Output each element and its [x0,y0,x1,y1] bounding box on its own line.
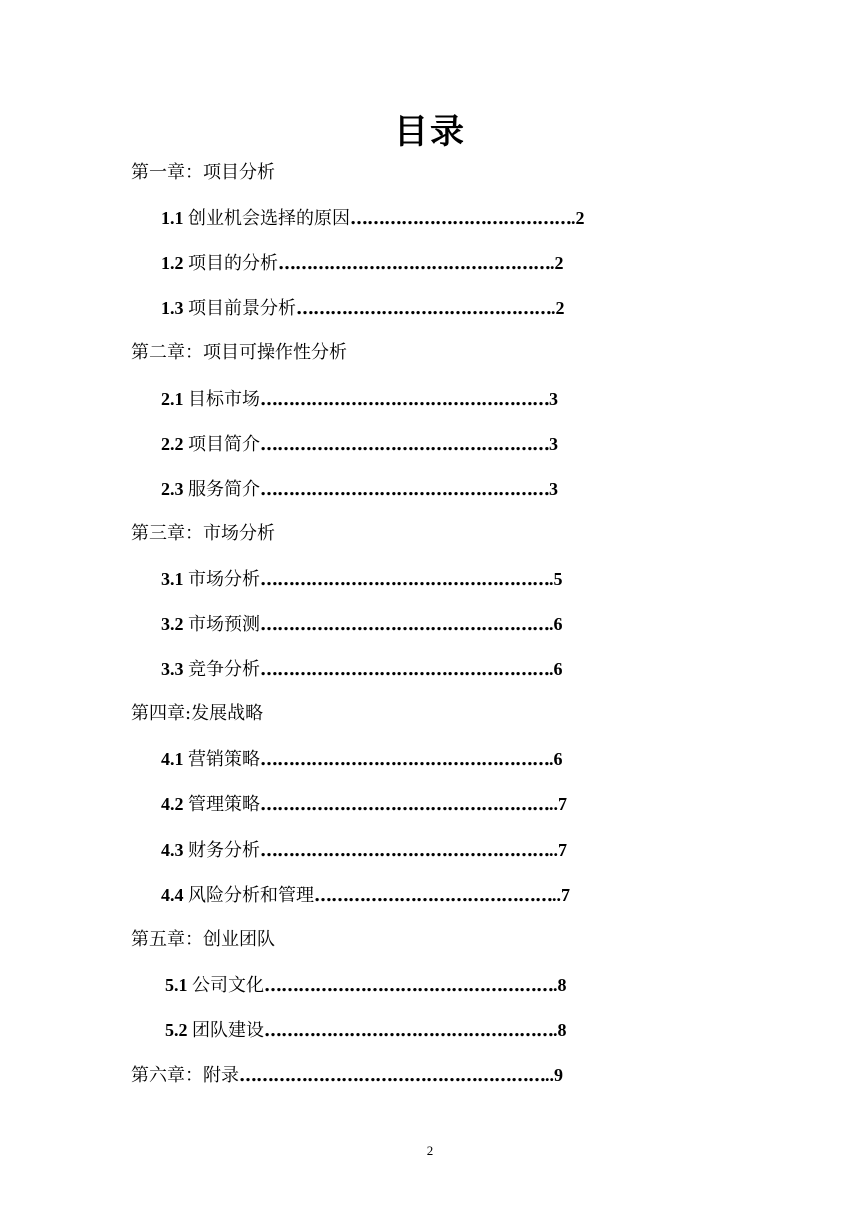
toc-entry-title: 市场预测 [188,614,260,635]
toc-chapter[interactable] [131,928,275,952]
toc-leader-dots: …………………………………………… [260,840,549,861]
toc-leader-dots: …………………………………………… [264,975,553,996]
toc-page-number: .6 [549,749,563,769]
toc-section[interactable] [161,477,558,502]
toc-chapter[interactable] [131,161,275,185]
page-number: 2 [426,1143,434,1158]
toc-leader-dots: …………………………………………… [260,389,549,410]
toc-section-number: 3.1 [161,569,188,589]
toc-section-number: 1.3 [161,298,188,318]
toc-entry-title: 财务分析 [188,840,260,861]
toc-leader-dots: …………………………………… [314,885,552,906]
toc-page-number: ..7 [549,794,567,814]
toc-entry-title: 第四章:发展战略 [131,703,264,724]
toc-section-number: 5.1 [165,975,192,995]
toc-chapter[interactable] [131,522,275,546]
toc-page-number: .2 [571,208,585,228]
toc-page-number: ..7 [549,840,567,860]
toc-entry-title: 管理策略 [188,794,260,815]
toc-leader-dots: …………………………………………… [260,749,549,770]
page-title: 目录 [394,112,466,152]
toc-section[interactable] [161,296,565,321]
toc-page-number: 3 [549,479,558,499]
toc-leader-dots: ……………………………………………… [239,1065,545,1086]
toc-leader-dots: …………………………………………… [264,1020,553,1041]
toc-entry-title: 目标市场 [188,389,260,410]
toc-section[interactable] [161,612,563,637]
toc-entry-title: 项目前景分析 [188,298,296,319]
toc-section[interactable] [161,838,567,863]
toc-entry-title: 营销策略 [188,749,260,770]
toc-section[interactable] [161,747,563,772]
toc-entry-title: 第一章：项目分析 [131,162,275,183]
toc-entry-title: 竞争分析 [188,659,260,680]
toc-section-number: 2.2 [161,434,188,454]
toc-section[interactable] [161,883,570,908]
toc-entry-title: 服务简介 [188,479,260,500]
toc-section-number: 4.1 [161,749,188,769]
toc-section[interactable] [161,657,563,682]
toc-entry-title: 市场分析 [188,569,260,590]
toc-page-number: .6 [549,659,563,679]
toc-entry-title: 团队建设 [192,1020,264,1041]
toc-page-number: 3 [549,389,558,409]
toc-entry-title: 第二章：项目可操作性分析 [131,342,347,363]
toc-section-number: 2.1 [161,389,188,409]
toc-entry-title: 风险分析和管理 [188,885,314,906]
toc-page-number: ..7 [552,885,570,905]
toc-section-number: 3.3 [161,659,188,679]
toc-entry-title: 第五章：创业团队 [131,929,275,950]
toc-leader-dots: …………………………………………… [260,479,549,500]
toc-leader-dots: …………………………………………… [260,434,549,455]
toc-chapter[interactable] [131,702,263,726]
toc-entry-title: 创业机会选择的原因 [188,208,350,229]
toc-page-number: .6 [549,614,563,634]
toc-section-number: 4.2 [161,794,188,814]
toc-entry-title: 公司文化 [192,975,264,996]
toc-page-number: .5 [549,569,563,589]
toc-page-number: .8 [553,975,567,995]
toc-entry-title: 第三章：市场分析 [131,523,275,544]
toc-section-number: 4.3 [161,840,188,860]
toc-section-number: 1.1 [161,208,188,228]
toc-leader-dots: ………………………………… [350,208,571,229]
toc-section[interactable] [161,792,567,817]
toc-section[interactable] [165,1018,567,1043]
toc-section-number: 2.3 [161,479,188,499]
toc-leader-dots: …………………………………………… [260,794,549,815]
toc-section-number: 1.2 [161,253,188,273]
toc-page-number: 3 [549,434,558,454]
toc-page-number: .2 [551,298,565,318]
toc-leader-dots: …………………………………………… [260,614,549,635]
toc-entry-title: 项目的分析 [188,253,278,274]
toc-leader-dots: ……………………………………… [296,298,551,319]
toc-section[interactable] [161,432,558,457]
toc-leader-dots: ………………………………………… [278,253,550,274]
toc-entry-title: 第六章：附录 [131,1065,239,1086]
toc-chapter[interactable] [131,341,347,365]
toc-section[interactable] [161,567,563,592]
toc-section-number: 5.2 [165,1020,192,1040]
toc-leader-dots: …………………………………………… [260,659,549,680]
toc-section-number: 4.4 [161,885,188,905]
toc-section[interactable] [161,387,558,412]
toc-leader-dots: …………………………………………… [260,569,549,590]
toc-entry-title: 项目简介 [188,434,260,455]
toc-section[interactable] [161,206,585,231]
toc-section-number: 3.2 [161,614,188,634]
toc-page-number: .2 [550,253,564,273]
toc-page-number: .8 [553,1020,567,1040]
toc-chapter[interactable] [131,1063,563,1088]
toc-page-number: ..9 [545,1065,563,1085]
toc-section[interactable] [165,973,567,998]
toc-section[interactable] [161,251,564,276]
